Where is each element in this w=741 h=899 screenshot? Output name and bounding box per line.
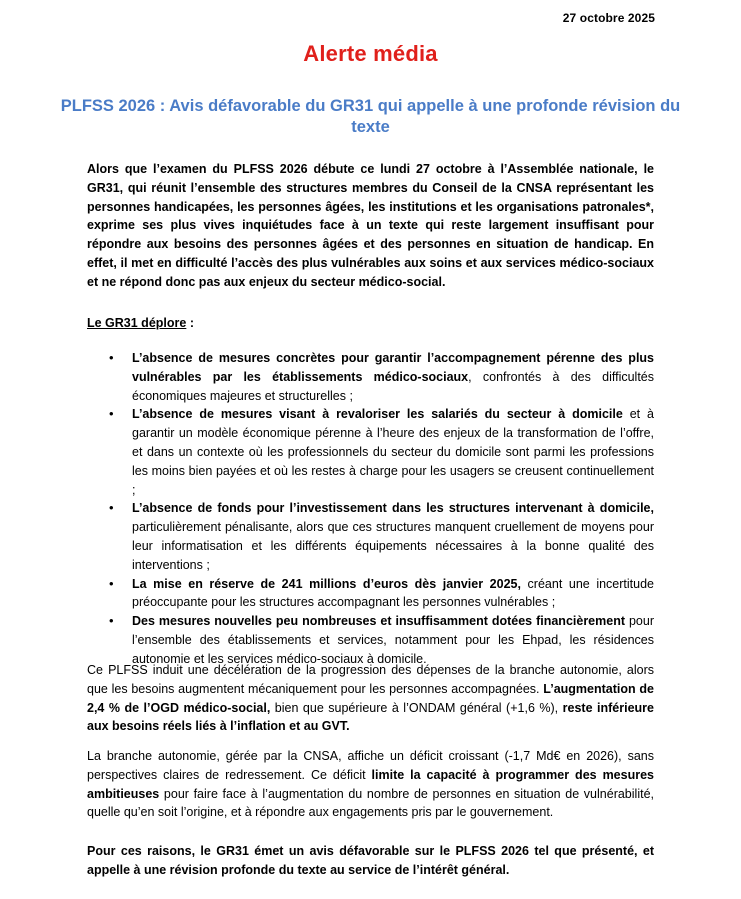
intro-paragraph: Alors que l’examen du PLFSS 2026 débute ce lundi 27 octobre à l’Assemblée nationale, le GR31, qui réunit l’ensemble des structures membres du Conseil de la CNSA représentant les personnes handicapées, les personnes âgées, les institutions et les organisations patronales*, exprime ses plus vives inquiétudes face à un texte qui reste largement insuffisant pour répondre aux besoins des personnes âgées et des personnes en situation de handicap. En effet, il met en difficulté l’accès des plus vulnérables aux soins et aux services médico-sociaux et ne répond donc pas aux enjeux du secteur médico-social. [87, 162, 654, 289]
bullet-icon: • [109, 350, 114, 365]
paragraph-bold-text: limite la capacité à programmer des mesures ambitieuses [87, 767, 654, 801]
bullet-icon: • [109, 575, 114, 591]
paragraph-text: bien que supérieure à l’ONDAM général (+1,6 %), [270, 700, 563, 715]
bullet-bold-text: Des mesures nouvelles peu nombreuses et insuffisamment dotées financièrement [132, 614, 626, 629]
paragraph-bold-text: reste inférieure aux besoins réels liés à l’inflation et au GVT. [87, 700, 654, 734]
paragraph-text: pour faire face à l’augmentation du nombre de personnes en situation de vulnérabilité, quelle qu’en soit l’origine, et à répondre aux engagements pris par le gouvernement. [87, 786, 654, 820]
paragraph-text: La branche autonomie, gérée par la CNSA, affiche un déficit croissant (-1,7 Md€ en 2026), sans perspectives claires de redressement. Ce déficit [87, 749, 654, 782]
bullet-icon: • [109, 406, 114, 422]
bullet-text: pour l’ensemble des établissements et services, notamment pour les Ehpad, les résidences autonomie et les services médico-sociaux à domicile. [132, 614, 655, 666]
bullet-text: , confrontés à des difficultés économiques majeures et structurelles ; [132, 369, 654, 403]
bullet-bold-text: L’absence de mesures concrètes pour garantir l’accompagnement pérenne des plus vulnérables par les établissements médico-sociaux [132, 351, 654, 384]
bullet-bold-text: La mise en réserve de 241 millions d’euros dès janvier 2025, [132, 576, 521, 591]
list-item [87, 405, 654, 499]
list-item [87, 575, 654, 613]
bullet-bold-text: L’absence de fonds pour l’investissement dans les structures intervenant à domicile, [132, 501, 654, 516]
list-item [87, 349, 654, 405]
bullet-text: particulièrement pénalisante, alors que ces structures manquent cruellement de moyens pour leur informatisation et les différents équipements nécessaires à la bonne qualité des interventions ; [132, 520, 654, 572]
paragraph-text: Ce PLFSS induit une décélération de la progression des dépenses de la branche autonomie, alors que les besoins augmentent mécaniquement pour les personnes accompagnées. [87, 663, 654, 696]
document-subtitle: PLFSS 2026 : Avis défavorable du GR31 qui appelle à une profonde révision du texte [60, 97, 681, 136]
list-item [87, 499, 654, 574]
bullet-bold-text: L’absence de mesures visant à revaloriser les salariés du secteur à domicile [132, 407, 623, 422]
deplore-heading-colon: : [186, 316, 194, 330]
document-date: 27 octobre 2025 [562, 11, 655, 25]
deplore-list [87, 349, 654, 669]
bullet-icon: • [109, 613, 114, 629]
bullet-icon: • [109, 500, 114, 516]
deficit-paragraph [87, 747, 654, 822]
paragraph-bold-text: L’augmentation de 2,4 % de l’OGD médico-social, [87, 681, 654, 715]
bullet-text: et à garantir un modèle économique pérenne à l’heure des enjeux de la transformation de l’offre, et dans un contexte où les professionnels du secteur du domicile sont parmi les professions les moins bien payées et où les restes à charge pour les usagers se creusent continuellement ; [132, 407, 654, 497]
deplore-heading-text: Le GR31 déplore [87, 316, 187, 330]
conclusion-paragraph: Pour ces raisons, le GR31 émet un avis défavorable sur le PLFSS 2026 tel que présenté, et appelle à une révision profonde du texte au service de l’intérêt général. [87, 844, 654, 877]
deplore-heading [87, 316, 194, 330]
ogd-paragraph [87, 661, 654, 736]
bullet-text: créant une incertitude préoccupante pour les structures accompagnant les personnes vulnérables ; [132, 576, 654, 610]
page-title: Alerte média [303, 41, 438, 66]
